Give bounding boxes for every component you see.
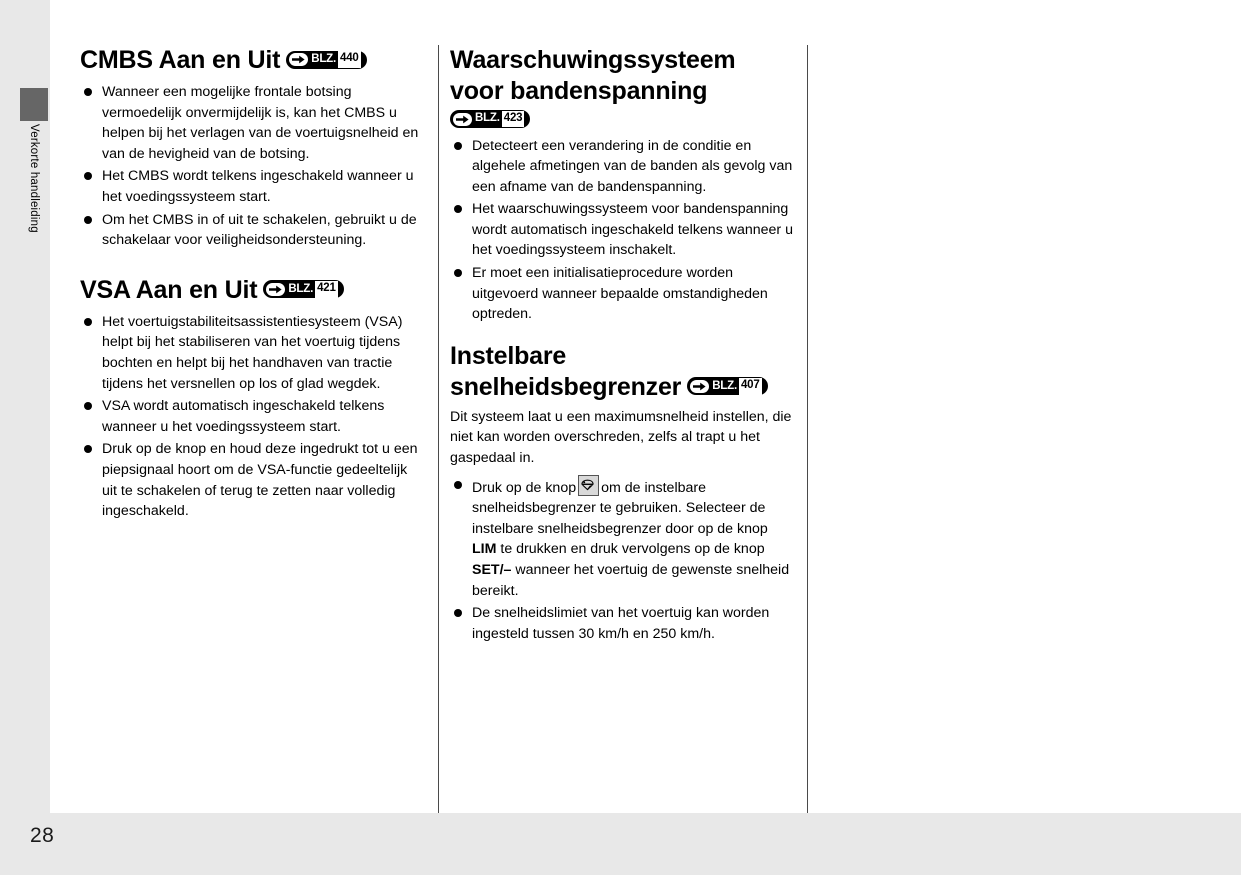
page-ref-badge-limiter[interactable] bbox=[687, 377, 767, 395]
chapter-tab-marker bbox=[20, 88, 48, 121]
page-number: 28 bbox=[30, 824, 55, 847]
list-item-text: Er moet een initialisatieprocedure worden uitgevoerd wanneer bepaalde omstandigheden optreden. bbox=[472, 265, 768, 323]
arrow-right-icon bbox=[690, 380, 709, 393]
section-spacer bbox=[450, 327, 795, 341]
page-ref-number: 423 bbox=[502, 111, 525, 128]
list-item-text: Het voertuigstabiliteitsassistentiesysteem (VSA) helpt bij het stabiliseren van het voertuig tijdens bochten en helpt bij het handhaven van tractie tijdens het versnellen op los of glad wegdek. bbox=[102, 313, 403, 392]
list-item bbox=[450, 263, 795, 325]
bullet-icon bbox=[84, 445, 92, 453]
list-item-text: Om het CMBS in of uit te schakelen, gebruikt u de schakelaar voor veiligheidsondersteuning. bbox=[102, 211, 417, 249]
list-item bbox=[450, 199, 795, 261]
heading-limiter bbox=[450, 341, 795, 403]
heading-tpms-line2: voor bandenspanning bbox=[450, 77, 708, 105]
list-item bbox=[80, 312, 425, 394]
list-item bbox=[80, 210, 425, 251]
page-ref-number: 407 bbox=[739, 378, 762, 395]
right-column bbox=[450, 45, 795, 646]
page-ref-badge-vsa[interactable] bbox=[263, 280, 343, 298]
page-ref-number: 440 bbox=[338, 51, 361, 68]
column-divider-left bbox=[438, 45, 439, 813]
section-spacer bbox=[80, 253, 425, 275]
arrow-right-icon bbox=[289, 53, 308, 66]
page-ref-prefix: BLZ. bbox=[311, 52, 336, 65]
left-column bbox=[80, 45, 425, 524]
page-ref-prefix: BLZ. bbox=[712, 379, 737, 392]
list-item-text-part4: wanneer het voertuig de gewenste snelheid bereikt. bbox=[472, 562, 790, 599]
heading-limiter-line2: snelheidsbegrenzer bbox=[450, 372, 682, 401]
list-item-text: De snelheidslimiet van het voertuig kan worden ingesteld tussen 30 km/h en 250 km/h. bbox=[472, 605, 770, 642]
bullet-icon bbox=[84, 172, 92, 180]
bullet-icon bbox=[454, 205, 462, 213]
heading-vsa bbox=[80, 275, 425, 306]
bullet-icon bbox=[84, 402, 92, 410]
list-item-text: Wanneer een mogelijke frontale botsing vermoedelijk onvermijdelijk is, kan het CMBS u helpen bij het verlagen van de voertuigsnelheid en van de hevigheid van de botsing. bbox=[102, 84, 419, 162]
page-ref-number: 421 bbox=[315, 281, 338, 298]
heading-tpms bbox=[450, 45, 795, 107]
heading-cmbs bbox=[80, 45, 425, 76]
list-item bbox=[450, 475, 795, 602]
list-item-text: Druk op de knop en houd deze ingedrukt tot u een piepsignaal hoort om de VSA-functie gedeeltelijk uit te schakelen of terug te zetten naar volledig ingeschakeld. bbox=[102, 441, 418, 520]
bullet-icon bbox=[454, 481, 462, 489]
list-item bbox=[450, 136, 795, 198]
list-item bbox=[80, 396, 425, 437]
chapter-tab-label: Verkorte handleiding bbox=[28, 124, 40, 233]
bullet-list-vsa bbox=[80, 312, 425, 522]
heading-limiter-line1: Instelbare bbox=[450, 341, 567, 370]
list-item bbox=[80, 82, 425, 164]
bullet-icon bbox=[454, 142, 462, 150]
list-item-text: Het waarschuwingssysteem voor bandenspanning wordt automatisch ingeschakeld telkens wanneer u het voedingssysteem inschakelt. bbox=[472, 201, 793, 259]
list-item bbox=[80, 166, 425, 207]
bullet-list-tpms bbox=[450, 136, 795, 325]
bullet-icon bbox=[454, 269, 462, 277]
button-label-set: SET/– bbox=[472, 562, 512, 578]
bullet-icon bbox=[84, 88, 92, 96]
speed-limiter-button-icon bbox=[578, 475, 599, 496]
chapter-side-tab bbox=[20, 88, 48, 313]
page-ref-prefix: BLZ. bbox=[288, 282, 314, 295]
heading-tpms-line1: Waarschuwingssysteem bbox=[450, 46, 736, 74]
list-item-text-part2: om de instelbare snelheidsbegrenzer te gebruiken. Selecteer de instelbare snelheidsbegrenzer door op de knop bbox=[472, 479, 768, 537]
list-item-text-part3: te drukken en druk vervolgens op de knop bbox=[500, 541, 765, 558]
list-item bbox=[80, 439, 425, 521]
button-label-lim: LIM bbox=[472, 541, 497, 558]
chapter-tab-label-wrap bbox=[20, 124, 48, 313]
bullet-icon bbox=[454, 609, 462, 617]
list-item bbox=[450, 603, 795, 644]
page-ref-badge-tpms[interactable] bbox=[450, 110, 530, 128]
list-item-text-part1: Druk op de knop bbox=[472, 479, 577, 496]
page-ref-prefix: BLZ. bbox=[475, 112, 500, 125]
column-divider-right bbox=[807, 45, 808, 813]
limiter-intro-text: Dit systeem laat u een maximumsnelheid instellen, die niet kan worden overschreden, zelfs al trapt u het gaspedaal in. bbox=[450, 408, 792, 467]
heading-cmbs-text: CMBS Aan en Uit bbox=[80, 46, 281, 74]
page-ref-badge-cmbs[interactable] bbox=[286, 51, 366, 69]
bullet-list-limiter bbox=[450, 475, 795, 645]
list-item-text: VSA wordt automatisch ingeschakeld telkens wanneer u het voedingssysteem start. bbox=[102, 398, 385, 435]
list-item-text: Detecteert een verandering in de conditie en algehele afmetingen van de banden als gevolg van een afname van de bandenspanning. bbox=[472, 137, 793, 195]
bullet-icon bbox=[84, 216, 92, 224]
bullet-icon bbox=[84, 318, 92, 326]
heading-vsa-text: VSA Aan en Uit bbox=[80, 275, 258, 304]
page-ref-row-tpms bbox=[450, 111, 795, 130]
list-item-text: Het CMBS wordt telkens ingeschakeld wanneer u het voedingssysteem start. bbox=[102, 168, 414, 205]
bullet-list-cmbs bbox=[80, 82, 425, 251]
arrow-right-icon bbox=[453, 113, 472, 126]
arrow-right-icon bbox=[266, 283, 285, 296]
